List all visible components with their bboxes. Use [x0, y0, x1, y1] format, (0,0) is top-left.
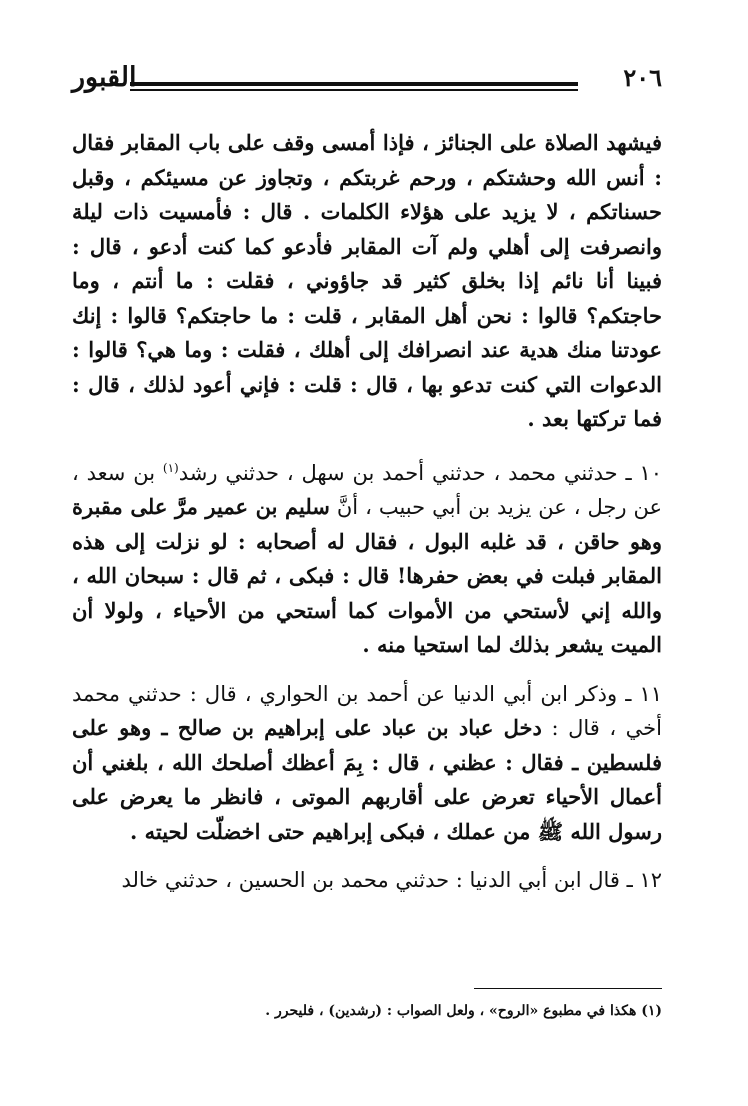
isnad-text: حدثني محمد ، حدثني أحمد بن سهل ، حدثني رشد [178, 460, 618, 485]
paragraph-10 [72, 451, 662, 663]
footnote-marker: (١) [162, 460, 179, 475]
footnote-separator [474, 988, 662, 989]
paragraph-text: دخل عباد بن عباد على إبراهيم بن صالح ـ وهو على فلسطين ـ فقال : عظني ، قال : بِمَ أعظك أصلحك الله ، بلغني أن أعمال الأحياء تعرض على أقاربهم الموتى ، فانظر ما يعرض على رسول الله ﷺ من عملك ، فبكى إبراهيم حتى اخضلّت لحيته . [72, 715, 662, 844]
page-number: ٢٠٦ [623, 63, 662, 92]
paragraph-11 [72, 677, 662, 850]
isnad-text: وذكر ابن أبي الدنيا عن أحمد بن الحواري ، قال : حدثني محمد أخي ، قال : [72, 681, 662, 740]
paragraph-text: فيشهد الصلاة على الجنائز ، فإذا أمسى وقف على باب المقابر فقال : أنس الله وحشتكم ، ورحم غربتكم ، وتجاوز عن مسيئكم ، وقبل حسناتكم ، لا يزيد على هؤلاء الكلمات . قال : فأمسيت ذات ليلة وانصرفت إلى أهلي ولم آت المقابر فأدعو كما كنت أدعو ، قال : فبينا أنا نائم إذا بخلق كثير قد جاؤوني ، فقلت : ما أنتم ، وما حاجتكم؟ قالوا : نحن أهل المقابر ، قلت : ما حاجتكم؟ قالوا : إنك عودتنا منك هدية عند انصرافك إلى أهلك ، فقلت : وما هي؟ قالوا : الدعوات التي كنت تدعو بها ، قال : قلت : فإني أعود لذلك ، قال : فما تركتها بعد . [72, 130, 662, 431]
header-rule [130, 82, 578, 91]
paragraph-text: سليم بن عمير مرَّ على مقبرة وهو حاقن ، قد غلبه البول ، فقال له أصحابه : لو نزلت إلى هذه المقابر فبلت في بعض حفرها! قال : فبكى ، ثم قال : سبحان الله ، والله إني لأستحي من الأموات كما أستحي من الأحياء ، ولولا أن الميت يشعر بذلك لما استحيا منه . [72, 494, 662, 657]
paragraph-continued [72, 126, 662, 437]
page-header [72, 62, 662, 102]
paragraph-number: ١٠ ـ [625, 460, 662, 485]
footnote: (١) هكذا في مطبوع «الروح» ، ولعل الصواب : (رشدين) ، فليحرر . [265, 1003, 662, 1019]
main-text [72, 126, 662, 898]
paragraph-number: ١١ ـ [625, 681, 662, 706]
isnad-text: قال ابن أبي الدنيا : حدثني محمد بن الحسين ، حدثني خالد [121, 868, 620, 892]
paragraph-number: ١٢ ـ [626, 868, 662, 892]
paragraph-12 [72, 863, 662, 898]
isnad-text-continued: بن سعد ، عن رجل ، عن يزيد بن أبي حبيب ، أنَّ [72, 460, 662, 519]
running-title: القبور [72, 62, 137, 93]
